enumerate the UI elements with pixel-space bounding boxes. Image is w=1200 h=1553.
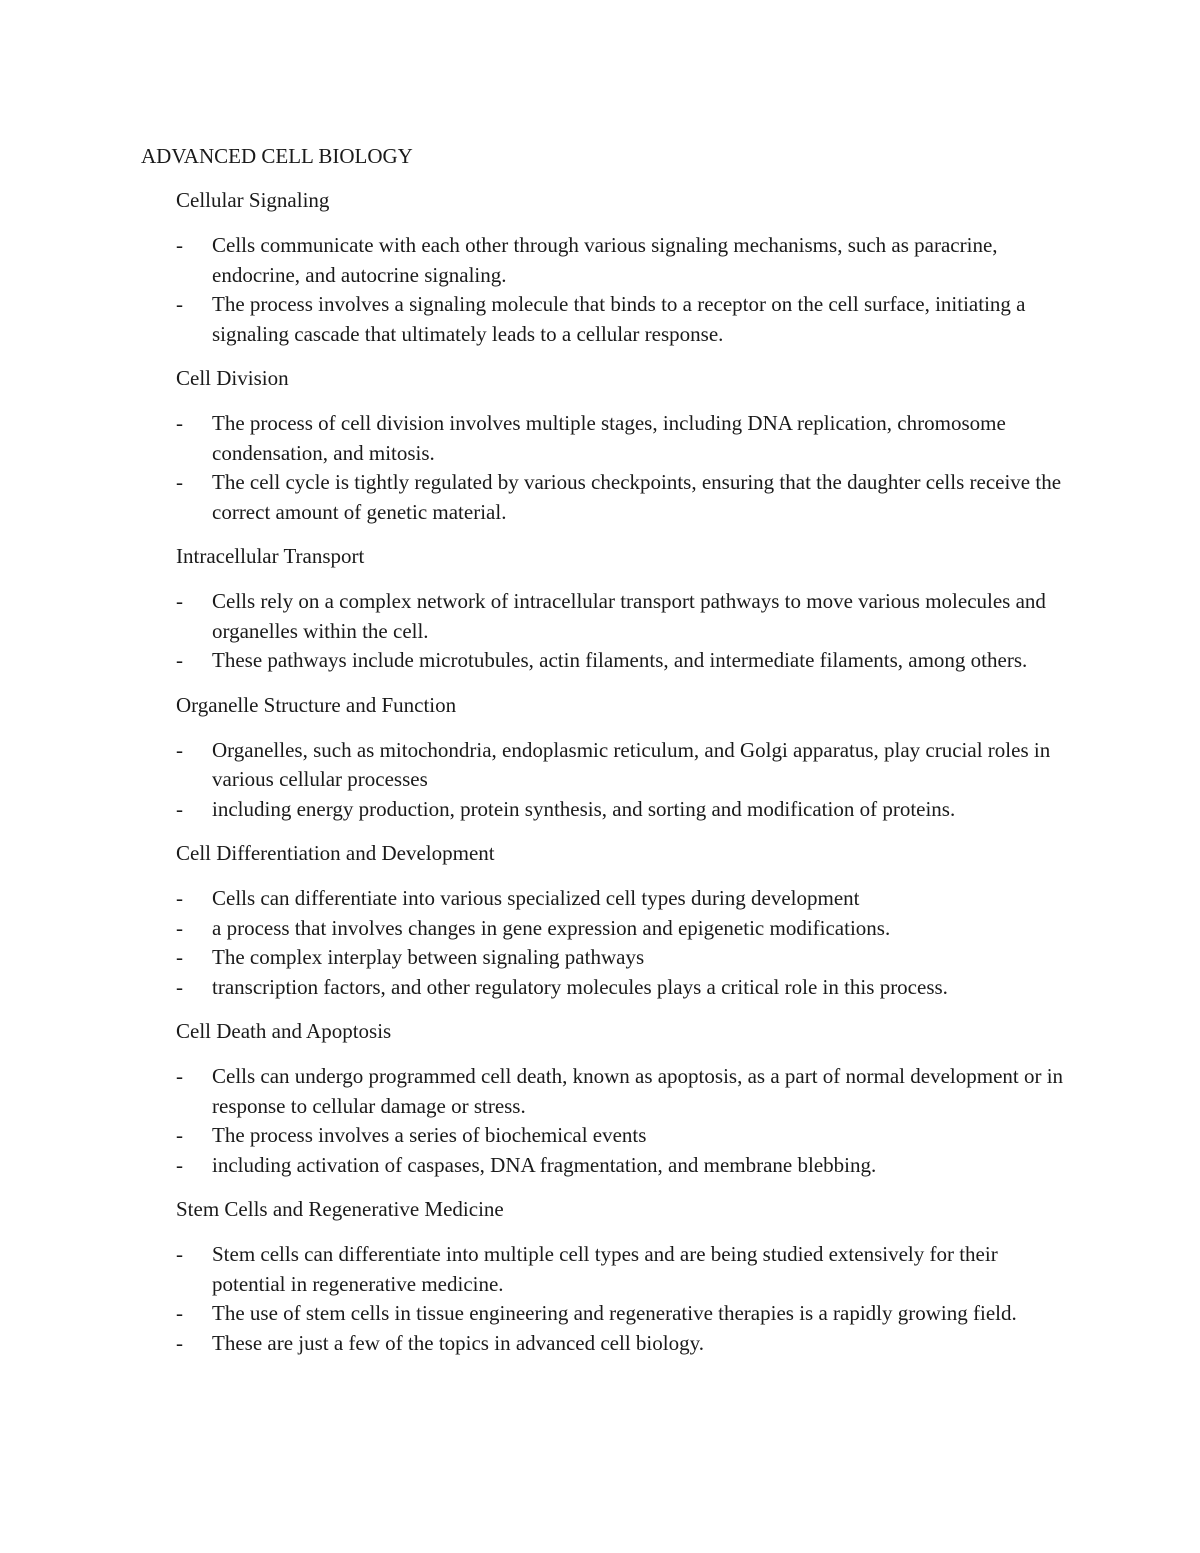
bullet-marker: - xyxy=(176,648,183,672)
document-body xyxy=(141,142,1071,1373)
bullet-marker: - xyxy=(176,796,183,821)
bullet-marker: - xyxy=(176,974,183,999)
sections-container xyxy=(141,186,1071,1358)
list-item xyxy=(141,646,1071,676)
bullet-text: Cells communicate with each other through various signaling mechanisms, such as paracrine, endocrine, and autocrine signaling. xyxy=(212,233,998,287)
section-heading: Cell Death and Apoptosis xyxy=(176,1019,392,1043)
section-heading: Organelle Structure and Function xyxy=(176,692,457,717)
bullet-text: Cells can undergo programmed cell death, known as apoptosis, as a part of normal development or in response to cellular damage or stress. xyxy=(212,1064,1064,1118)
bullet-text: The process involves a series of biochemical events xyxy=(212,1123,647,1147)
bullet-list xyxy=(141,409,1071,527)
bullet-text: Cells can differentiate into various specialized cell types during development xyxy=(212,886,860,910)
list-item xyxy=(141,973,1071,1003)
bullet-text: The process of cell division involves multiple stages, including DNA replication, chromosome condensation, and mitosis. xyxy=(212,411,1006,465)
bullet-marker: - xyxy=(176,915,183,940)
section xyxy=(141,186,1071,349)
bullet-text: transcription factors, and other regulatory molecules plays a critical role in this process. xyxy=(212,974,948,999)
list-item xyxy=(141,587,1071,646)
bullet-text: These are just a few of the topics in advanced cell biology. xyxy=(212,1330,704,1355)
bullet-text: including activation of caspases, DNA fragmentation, and membrane blebbing. xyxy=(212,1152,877,1177)
bullet-marker: - xyxy=(176,945,183,969)
list-item xyxy=(141,290,1071,349)
bullet-text: The use of stem cells in tissue engineering and regenerative therapies is a rapidly growing field. xyxy=(212,1301,1017,1325)
list-item xyxy=(141,1151,1071,1181)
bullet-marker: - xyxy=(176,292,183,316)
section-heading: Cell Differentiation and Development xyxy=(176,841,495,865)
bullet-marker: - xyxy=(176,886,183,910)
document-title: ADVANCED CELL BIOLOGY xyxy=(141,144,413,168)
bullet-list xyxy=(141,587,1071,676)
section-heading: Cellular Signaling xyxy=(176,188,330,212)
list-item xyxy=(141,1062,1071,1121)
list-item xyxy=(141,795,1071,825)
bullet-marker: - xyxy=(176,1330,183,1355)
bullet-marker: - xyxy=(176,411,183,435)
bullet-marker: - xyxy=(176,233,183,257)
section-heading: Intracellular Transport xyxy=(176,544,365,568)
section xyxy=(141,839,1071,1002)
bullet-text: including energy production, protein synthesis, and sorting and modification of proteins. xyxy=(212,796,956,821)
bullet-list xyxy=(141,231,1071,349)
list-item xyxy=(141,409,1071,468)
list-item xyxy=(141,1121,1071,1151)
bullet-text: Organelles, such as mitochondria, endoplasmic reticulum, and Golgi apparatus, play crucial roles in various cellular processes xyxy=(212,737,1051,791)
bullet-text: a process that involves changes in gene expression and epigenetic modifications. xyxy=(212,915,891,940)
bullet-marker: - xyxy=(176,1301,183,1325)
list-item xyxy=(141,231,1071,290)
bullet-text: Cells rely on a complex network of intracellular transport pathways to move various molecules and organelles within the cell. xyxy=(212,589,1046,643)
bullet-marker: - xyxy=(176,737,183,762)
list-item xyxy=(141,1299,1071,1329)
list-item xyxy=(141,736,1071,795)
bullet-marker: - xyxy=(176,1152,183,1177)
bullet-list xyxy=(141,736,1071,825)
section xyxy=(141,691,1071,825)
section xyxy=(141,364,1071,527)
list-item xyxy=(141,468,1071,527)
bullet-text: The cell cycle is tightly regulated by various checkpoints, ensuring that the daughter cells receive the correct amount of genetic material. xyxy=(212,470,1062,524)
section xyxy=(141,1195,1071,1358)
list-item xyxy=(141,1240,1071,1299)
list-item xyxy=(141,914,1071,944)
bullet-text: The process involves a signaling molecule that binds to a receptor on the cell surface, initiating a signaling cascade that ultimately leads to a cellular response. xyxy=(212,292,1026,346)
bullet-list xyxy=(141,1062,1071,1180)
bullet-text: Stem cells can differentiate into multiple cell types and are being studied extensively for their potential in regenerative medicine. xyxy=(212,1242,998,1296)
bullet-marker: - xyxy=(176,1242,183,1266)
section xyxy=(141,1017,1071,1180)
bullet-marker: - xyxy=(176,589,183,613)
bullet-text: These pathways include microtubules, actin filaments, and intermediate filaments, among others. xyxy=(212,648,1028,672)
section-heading: Cell Division xyxy=(176,366,289,390)
list-item xyxy=(141,943,1071,973)
bullet-text: The complex interplay between signaling pathways xyxy=(212,945,645,969)
section-heading: Stem Cells and Regenerative Medicine xyxy=(176,1197,504,1221)
list-item xyxy=(141,1329,1071,1359)
bullet-list xyxy=(141,1240,1071,1358)
bullet-marker: - xyxy=(176,1064,183,1088)
list-item xyxy=(141,884,1071,914)
bullet-marker: - xyxy=(176,470,183,494)
section xyxy=(141,542,1071,676)
bullet-list xyxy=(141,884,1071,1002)
bullet-marker: - xyxy=(176,1123,183,1147)
